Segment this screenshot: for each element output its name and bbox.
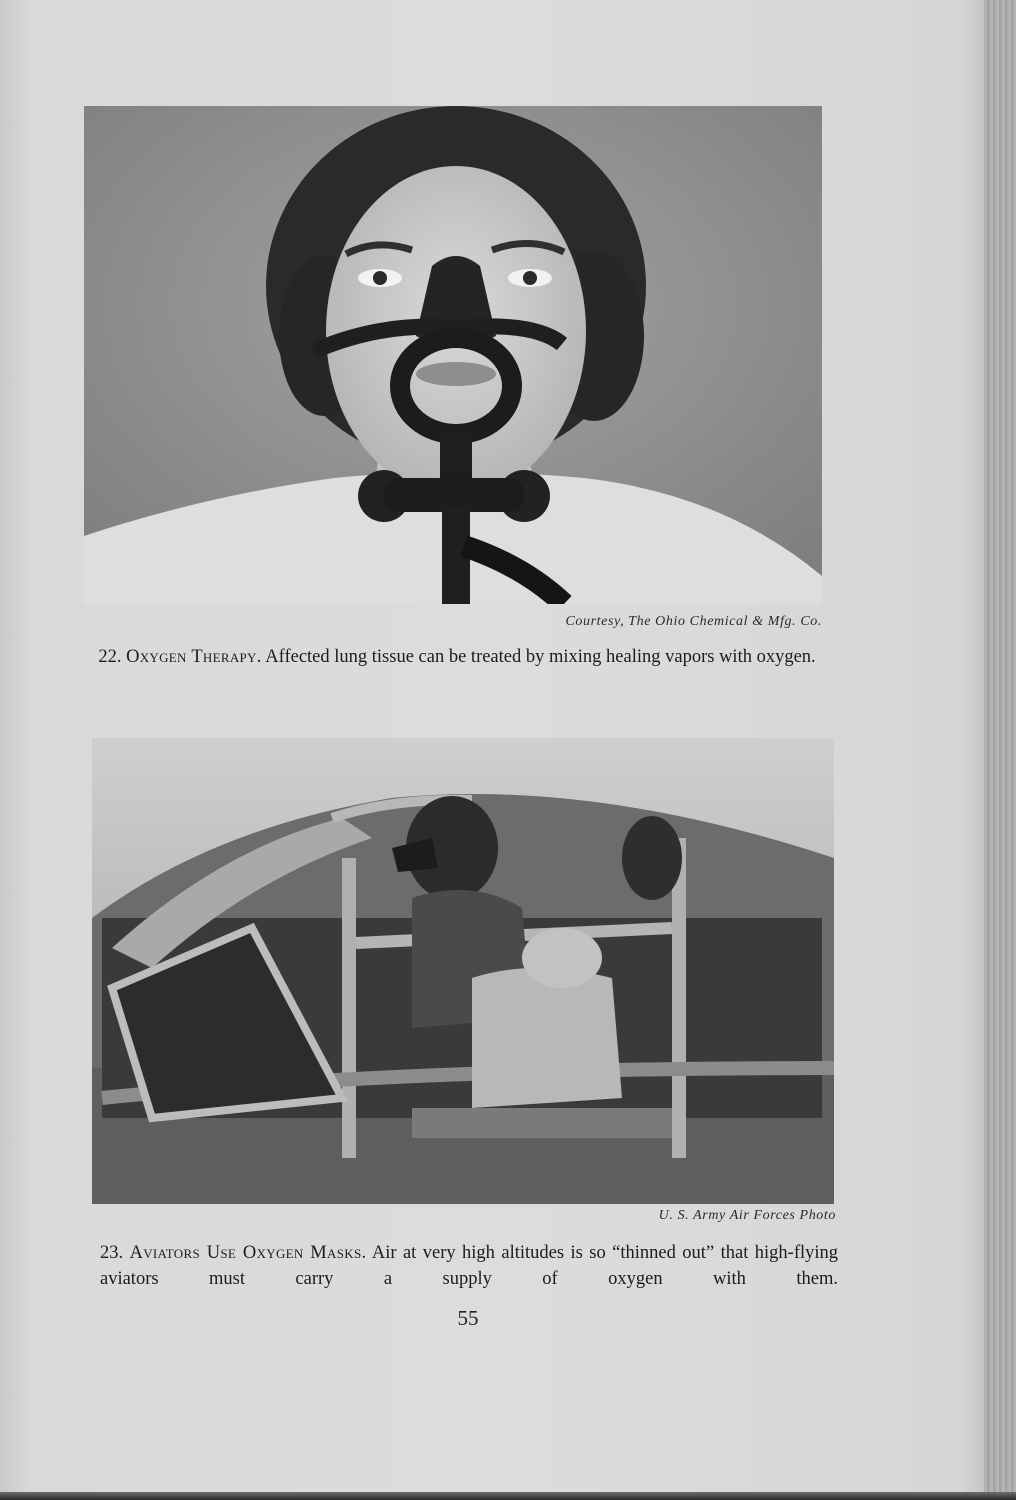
- page-edge: [984, 0, 1016, 1500]
- figure-22-number: 22.: [98, 647, 122, 667]
- aviators-cockpit-photo: [92, 738, 834, 1204]
- figure-23-credit: U. S. Army Air Forces Photo: [658, 1208, 836, 1223]
- figure-22-title: Oxygen Therapy.: [126, 647, 262, 667]
- figure-22-caption: [88, 644, 826, 670]
- figure-22-text: Affected lung tissue can be treated by mixing healing vapors with oxygen.: [265, 647, 816, 667]
- figure-23-text: Air at very high altitudes is so “thinned out” that high-flying aviators must carry a supply of oxygen with them.: [100, 1243, 839, 1289]
- oxygen-therapy-photo: [84, 106, 822, 604]
- figure-23-caption: [100, 1240, 838, 1292]
- figure-23-number: 23.: [100, 1243, 124, 1263]
- page-number: 55: [457, 1306, 479, 1330]
- figure-23-title: Aviators Use Oxygen Masks.: [129, 1243, 367, 1263]
- figure-22-credit: Courtesy, The Ohio Chemical & Mfg. Co.: [565, 614, 822, 629]
- page-bottom-edge: [0, 1492, 1016, 1500]
